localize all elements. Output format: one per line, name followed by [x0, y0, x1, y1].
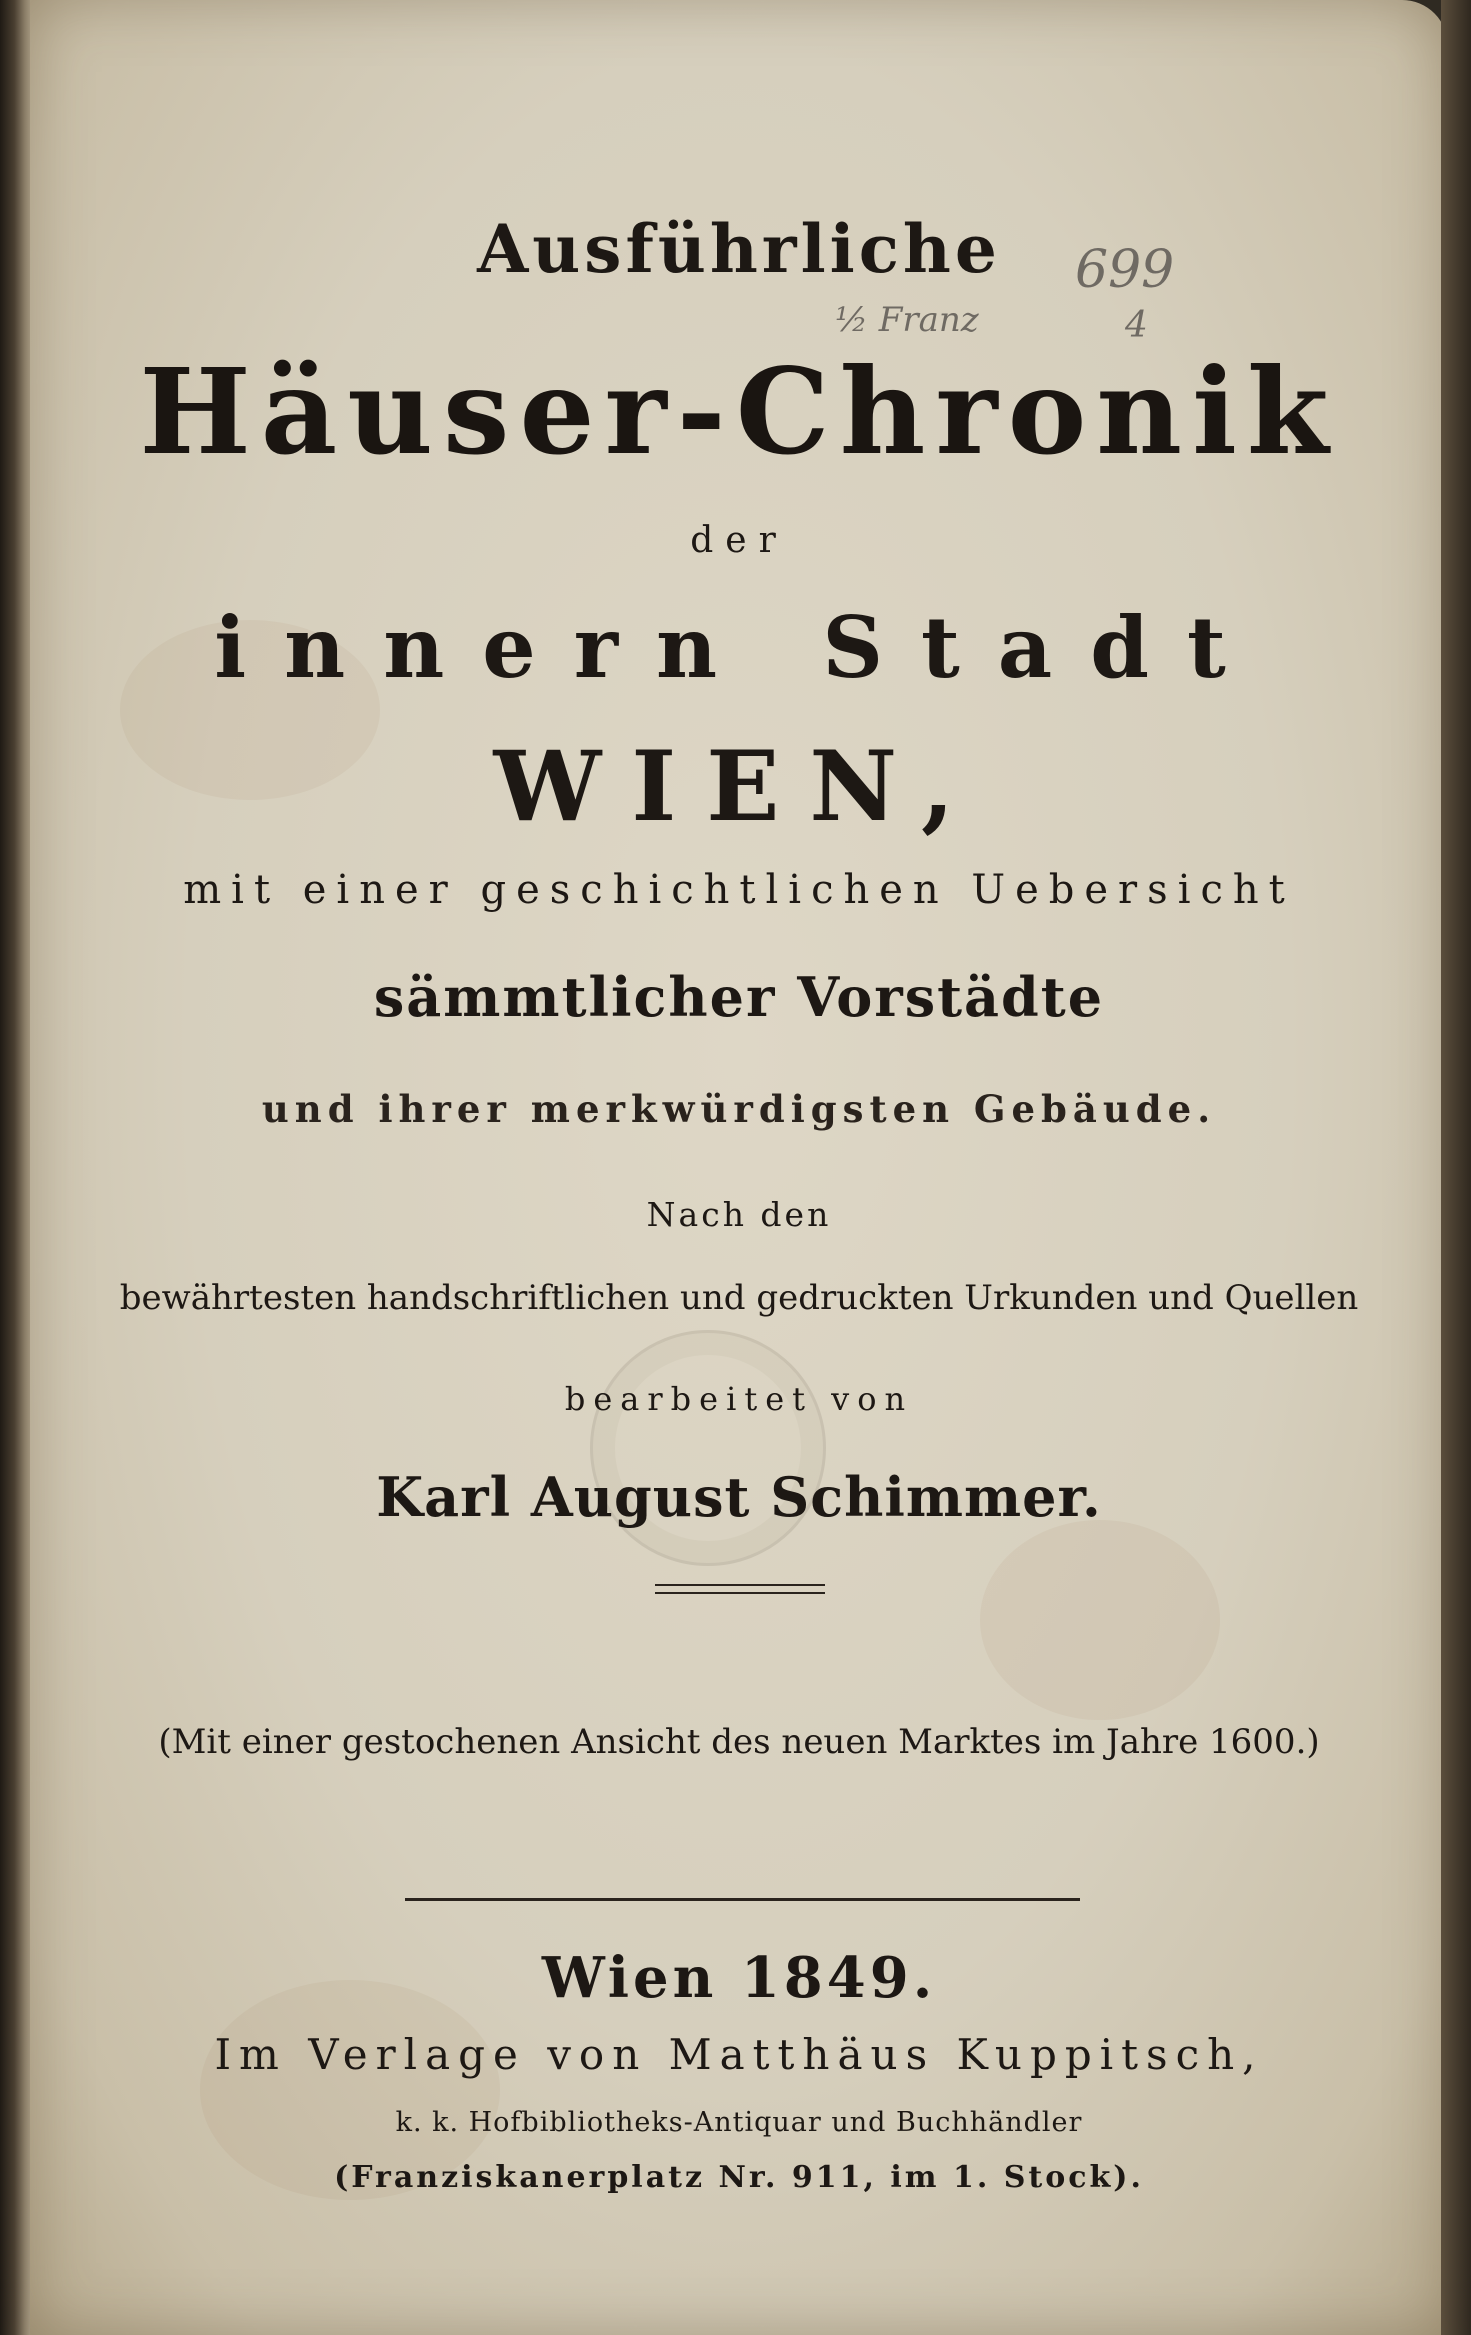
- subtitle-line-2: sämmtlicher Vorstädte: [373, 965, 1105, 1029]
- imprint-place-year: Wien 1849.: [541, 1945, 937, 2011]
- illustration-note: (Mit einer gestochenen Ansicht des neuen Marktes im Jahre 1600.): [158, 1722, 1320, 1762]
- title-line-4: innern Stadt: [214, 598, 1264, 697]
- subtitle-line-3: und ihrer merkwürdigsten Gebäude.: [261, 1087, 1217, 1131]
- source-line-1: Nach den: [646, 1195, 832, 1234]
- publisher-address: (Franziskanerplatz Nr. 911, im 1. Stock).: [334, 2160, 1144, 2195]
- title-line-2: Häuser-Chronik: [139, 342, 1339, 481]
- source-line-2: bewährtesten handschriftlichen und gedruckten Urkunden und Quellen: [119, 1278, 1359, 1318]
- title-line-5: WIEN,: [493, 730, 985, 843]
- title-line-3: der: [690, 520, 788, 561]
- handwritten-number: 699: [1075, 240, 1175, 300]
- faded-library-stamp: [590, 1330, 826, 1566]
- paper-stain: [980, 1520, 1220, 1720]
- publisher-role: k. k. Hofbibliotheks-Antiquar und Buchhändler: [395, 2107, 1083, 2138]
- imprint-divider: [405, 1898, 1080, 1901]
- handwritten-note-right: 4: [1125, 305, 1148, 346]
- subtitle-line-1: mit einer geschichtlichen Uebersicht: [183, 867, 1295, 913]
- edited-by-line: bearbeitet von: [564, 1380, 914, 1418]
- publisher-line: Im Verlage von Matthäus Kuppitsch,: [214, 2030, 1264, 2079]
- author-name: Karl August Schimmer.: [376, 1465, 1102, 1529]
- handwritten-note-left: ½ Franz: [835, 300, 979, 340]
- ornamental-divider: [655, 1584, 825, 1594]
- title-line-1: Ausführliche: [477, 210, 1001, 288]
